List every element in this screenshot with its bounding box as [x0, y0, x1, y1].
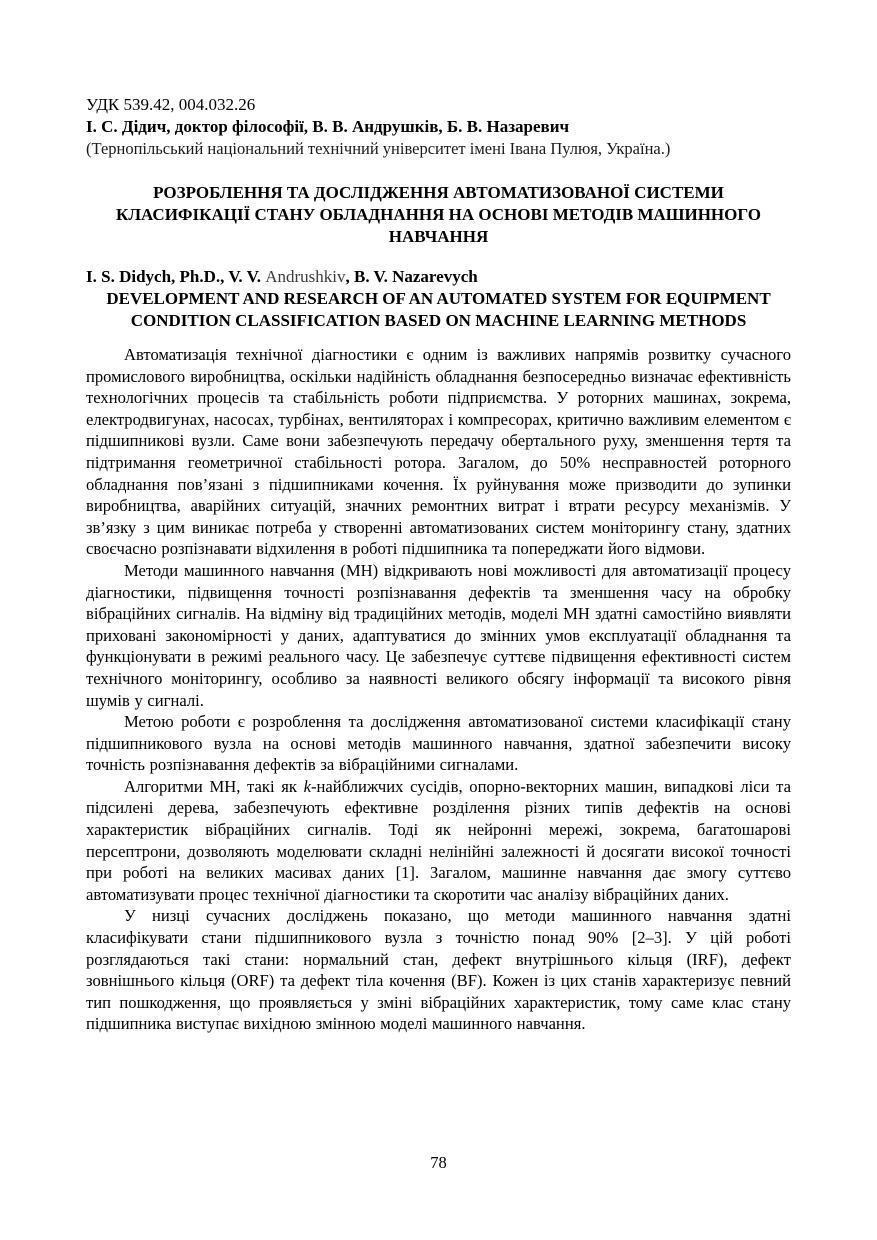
authors-english-bold-suffix: , B. V. Nazarevych [345, 267, 478, 286]
authors-english-regular-name: Andrushkiv [265, 267, 346, 286]
authors-ukrainian: І. С. Дідич, доктор філософії, В. В. Андрушків, Б. В. Назаревич [86, 117, 570, 136]
article-body [86, 344, 791, 1035]
paragraph-states: У низці сучасних досліджень показано, що методи машинного навчання здатні класифікувати стани підшипникового вузла з точністю понад 90% [2–3]. У цій роботі розглядаються такі стани: нормальний стан, дефект внутрішнього кільця (IRF), дефект зовнішнього кільця (ORF) та дефект тіла кочення (BF). Кожен із цих станів характеризує певний тип пошкодження, що проявляється у зміні вібраційних характеристик, тому саме клас стану підшипника виступає вихідною змінною моделі машинного навчання. [86, 906, 791, 1034]
paragraph-intro: Автоматизація технічної діагностики є одним із важливих напрямів розвитку сучасного промислового виробництва, оскільки надійність обладнання безпосередньо визначає ефективність технологічних процесів та стабільність роботи підприємства. У роторних машинах, зокрема, електродвигунах, насосах, турбінах, вентиляторах і компресорах, критично важливим елементом є підшипникові вузли. Саме вони забезпечують передачу обертального руху, зменшення тертя та підтримання геометричної стабільності ротора. Загалом, до 50% несправностей роторного обладнання пов’язані з підшипниками кочення. Їх руйнування може призводити до зупинки виробництва, аварійних ситуацій, значних ремонтних витрат і втрати ресурсу механізмів. У зв’язку з цим виникає потреба у створенні автоматизованих систем моніторингу стану, здатних своєчасно розпізнавати відхилення в роботі підшипника та попереджати його відмови. [86, 345, 791, 559]
paragraph-algorithms-pre: Алгоритми МН, такі як [124, 776, 304, 796]
title-ukrainian: РОЗРОБЛЕННЯ ТА ДОСЛІДЖЕННЯ АВТОМАТИЗОВАНОЇ СИСТЕМИ КЛАСИФІКАЦІЇ СТАНУ ОБЛАДНАННЯ НА ОСНОВІ МЕТОДІВ МАШИННОГО НАВЧАННЯ [116, 183, 761, 246]
page-number: 78 [430, 1153, 447, 1172]
page-content [86, 94, 791, 1035]
paragraph-ml-methods: Методи машинного навчання (МН) відкривають нові можливості для автоматизації процесу діагностики, підвищення точності розпізнавання дефектів та зменшення часу на обробку вібраційних сигналів. На відміну від традиційних методів, моделі МН здатні самостійно виявляти приховані закономірності у даних, адаптуватися до змінних умов експлуатації обладнання та функціонувати в режимі реального часу. Це забезпечує суттєве підвищення ефективності систем технічного моніторингу, особливо за наявності великого обсягу інформації та високого рівня шумів у сигналі. [86, 560, 791, 710]
paragraph-algorithms-post: -найближчих сусідів, опорно-векторних машин, випадкові ліси та підсилені дерева, забезпечують ефективне розділення різних типів дефектів на основі характеристик вібраційних сигналів. Тоді як нейронні мережі, зокрема, багатошарові персептрони, дозволяють моделювати складні нелінійні залежності й досягати високої точності при роботі на великих масивах даних [1]. Загалом, машинне навчання дає змогу суттєво автоматизувати процес технічної діагностики та скоротити час аналізу вібраційних даних. [86, 776, 791, 904]
paragraph-algorithms [86, 776, 791, 906]
authors-english [86, 266, 791, 288]
title-english: DEVELOPMENT AND RESEARCH OF AN AUTOMATED SYSTEM FOR EQUIPMENT CONDITION CLASSIFICATION BASED ON MACHINE LEARNING METHODS [106, 289, 771, 330]
authors-english-bold-prefix: I. S. Didych, Ph.D., V. V. [86, 267, 266, 286]
udc-number: УДК 539.42, 004.032.26 [86, 95, 256, 114]
affiliation: (Тернопільський національний технічний університет імені Івана Пулюя, Україна.) [86, 139, 671, 158]
italic-k-variable: k [303, 776, 312, 796]
paragraph-goal: Метою роботи є розроблення та дослідження автоматизованої системи класифікації стану підшипникового вузла на основі методів машинного навчання, здатної забезпечити високу точність розпізнавання дефектів за вібраційними сигналами. [86, 712, 791, 775]
